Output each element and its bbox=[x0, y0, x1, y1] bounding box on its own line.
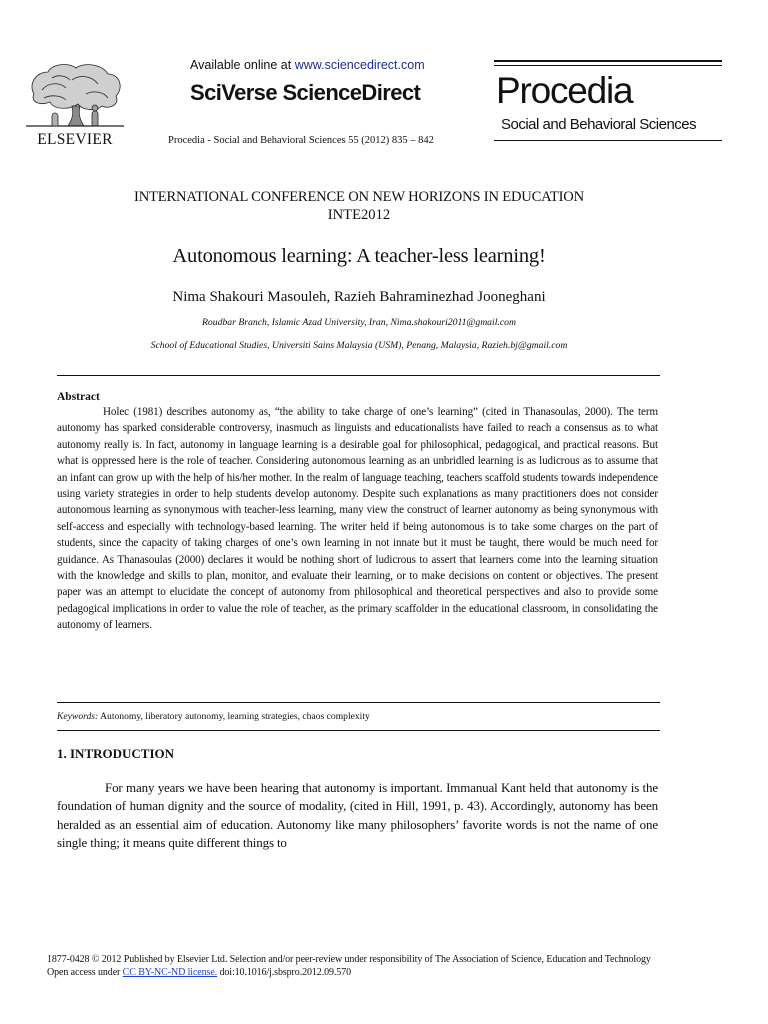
procedia-title: Procedia bbox=[496, 70, 633, 111]
introduction-text: For many years we have been hearing that autonomy is important. Immanual Kant held that autonomy is the foundation of human dignity and the source of modality, (cited in Hill, 1991, p. 43). Accordingly, autonomy has been heralded as an essential aim of education. Autonomy like many philosophers’ favorite words is not the name of one single thing; it means quite different things to bbox=[57, 780, 658, 850]
affiliation-1: Roudbar Branch, Islamic Azad University, Iran, Nima.shakouri2011@gmail.com bbox=[202, 317, 516, 328]
keywords-bottom-divider bbox=[57, 730, 660, 731]
procedia-top-rule-1 bbox=[494, 60, 722, 62]
publisher-name: ELSEVIER bbox=[37, 131, 113, 148]
abstract-top-divider bbox=[57, 375, 660, 376]
keywords-text: Autonomy, liberatory autonomy, learning strategies, chaos complexity bbox=[98, 711, 370, 722]
introduction-heading: 1. INTRODUCTION bbox=[57, 746, 175, 761]
open-access-prefix: Open access under bbox=[47, 967, 123, 978]
sciencedirect-url[interactable]: www.sciencedirect.com bbox=[294, 58, 425, 72]
abstract-text: Holec (1981) describes autonomy as, “the ability to take charge of one’s learning” (cited in Thanasoulas, 2000). The term autonomy has sparked considerable controversy, inasmuch as linguists and educationalists have failed to reach a consensus as to what autonomy really is. In fact, autonomy in language learning is a desirable goal for philosophical, pedagogical, and practical reasons. But what is oppressed here is the role of teacher. Considering autonomous learning as an unbridled learning is as ludicrous as to assume that an infant can grow up with the help of his/her mother. In the realm of language teaching, teachers scaffold students towards independence using variety strategies in order to help students develop autonomy. Despite such explanations as many practitioners does not consider autonomous learning as synonymous with teacher-less learning, many view the construct of learner autonomy as being synonymous with self-access and especially with technology-based learning. The writer held if being autonomous is to take some charges on the part of students, since the capacity of taking charges of one’s own learning in not innate but it must be taught, there would be much need for guidance. As Thanasoulas (2000) declares it would be nothing short of ludicrous to assert that learners come into the learning situation with the knowledge and skills to plan, monitor, and evaluate their learning, or to make decisions on content or objectives. The present paper was an attempt to elucidate the concept of autonomy from philosophical and theoretical perspectives and also to provide some pedagogical implications in order to value the role of teacher, as the primary scaffolder in the educational classroom, in consolidating the autonomy of learners. bbox=[57, 406, 658, 632]
open-access-line bbox=[47, 967, 351, 978]
abstract-heading: Abstract bbox=[57, 391, 100, 403]
affiliation-2: School of Educational Studies, Universiti Sains Malaysia (USM), Penang, Malaysia, Razieh.bj@gmail.com bbox=[150, 340, 568, 351]
author-list: Nima Shakouri Masouleh, Razieh Bahraminezhad Jooneghani bbox=[172, 289, 546, 305]
keywords-top-divider bbox=[57, 702, 660, 703]
doi-text: doi:10.1016/j.sbspro.2012.09.570 bbox=[217, 967, 351, 978]
available-online-line bbox=[190, 58, 425, 72]
procedia-top-rule-2 bbox=[494, 65, 722, 66]
license-link[interactable]: CC BY-NC-ND license. bbox=[122, 967, 218, 978]
paper-title: Autonomous learning: A teacher-less learning! bbox=[172, 245, 546, 267]
journal-reference: Procedia - Social and Behavioral Sciences 55 (2012) 835 – 842 bbox=[168, 135, 434, 146]
sciverse-sciencedirect-logo: SciVerse ScienceDirect bbox=[190, 80, 421, 105]
keywords-label: Keywords: bbox=[57, 711, 99, 722]
available-prefix: Available online at bbox=[190, 58, 295, 72]
conference-acronym: INTE2012 bbox=[327, 207, 391, 223]
conference-name: INTERNATIONAL CONFERENCE ON NEW HORIZONS IN EDUCATION bbox=[134, 189, 584, 205]
copyright-line: 1877-0428 © 2012 Published by Elsevier Ltd. Selection and/or peer-review under responsibility of The Association of Science, Education and Technology bbox=[47, 954, 651, 965]
procedia-subtitle: Social and Behavioral Sciences bbox=[501, 116, 697, 133]
keywords-line bbox=[57, 711, 370, 722]
procedia-logo-block bbox=[494, 60, 722, 148]
procedia-bottom-rule bbox=[494, 140, 722, 141]
